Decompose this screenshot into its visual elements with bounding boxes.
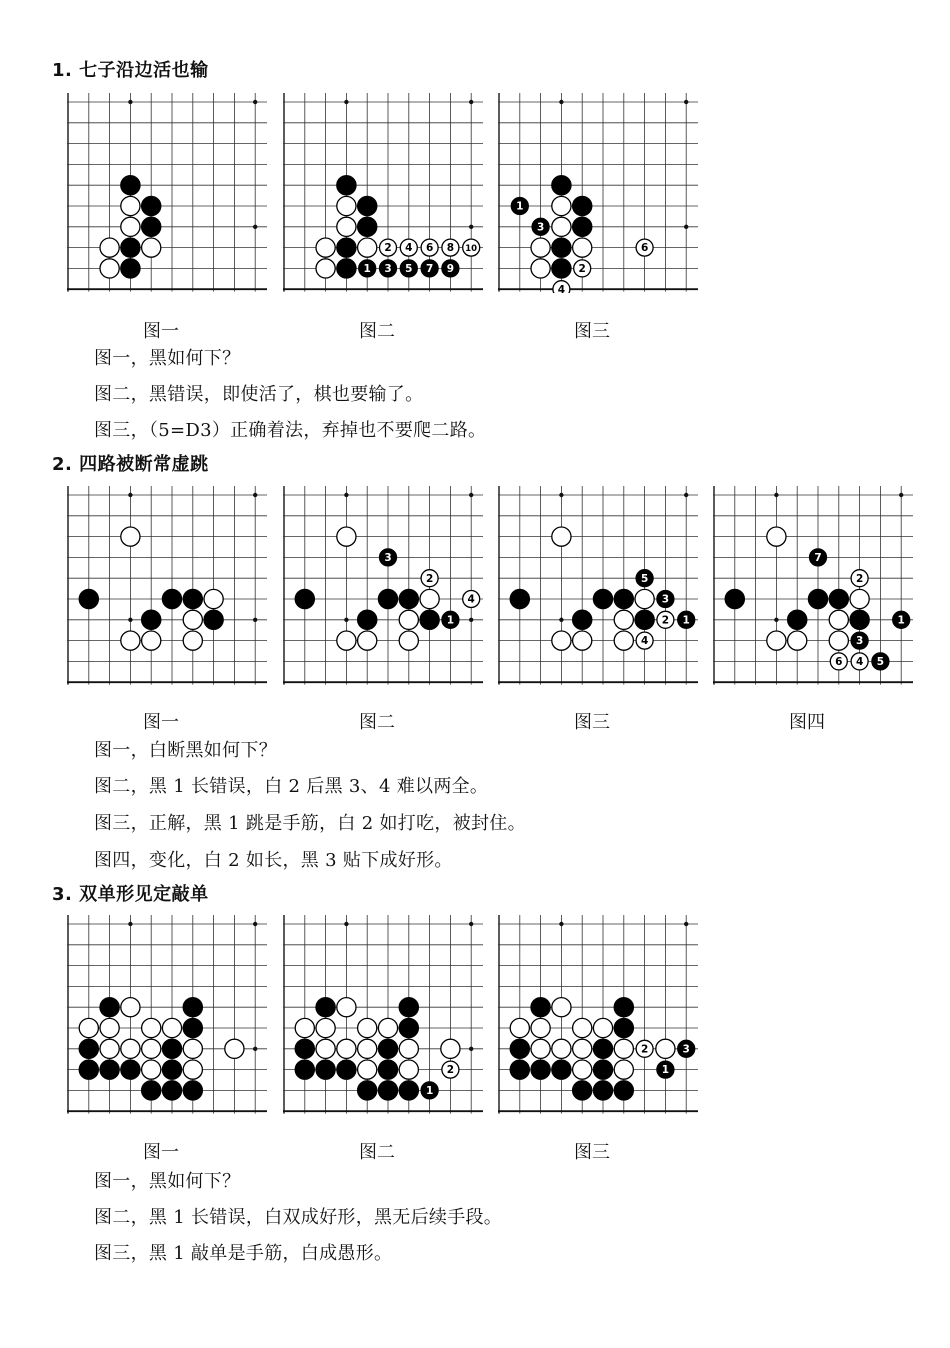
explanation-line: 图三，黑 1 敲单是手筋，白成愚形。 xyxy=(94,1243,393,1264)
move-number: 1 xyxy=(516,200,524,213)
explanation-line: 图一，黑如何下？ xyxy=(94,1171,241,1192)
go-board-diagram xyxy=(498,915,698,1115)
go-board-diagram xyxy=(498,486,698,686)
white-stone xyxy=(573,631,592,650)
white-stone xyxy=(142,1018,161,1037)
black-stone xyxy=(378,1060,397,1079)
figure-caption: 图二 xyxy=(359,712,395,733)
star-point xyxy=(469,618,473,622)
black-stone xyxy=(183,998,202,1017)
star-point xyxy=(344,922,348,926)
go-board-svg xyxy=(283,915,483,1115)
go-board-svg xyxy=(67,486,267,686)
white-stone xyxy=(463,591,480,608)
white-stone xyxy=(829,631,848,650)
figure-caption: 图一 xyxy=(143,1142,179,1163)
go-board-svg xyxy=(67,915,267,1115)
move-number: 3 xyxy=(536,221,545,234)
star-point xyxy=(128,922,132,926)
black-stone xyxy=(421,260,438,277)
black-stone xyxy=(510,1060,529,1079)
white-stone xyxy=(593,1018,612,1037)
white-stone xyxy=(100,238,119,257)
black-stone xyxy=(399,998,418,1017)
move-number: 7 xyxy=(425,263,434,275)
star-point xyxy=(559,618,563,622)
white-stone xyxy=(337,196,356,215)
star-point xyxy=(469,100,473,104)
white-stone xyxy=(441,1039,460,1058)
go-board-diagram xyxy=(283,486,483,686)
white-stone xyxy=(358,1060,377,1079)
black-stone xyxy=(162,1081,181,1100)
move-number: 2 xyxy=(446,1064,455,1077)
white-stone xyxy=(100,1018,119,1037)
star-point xyxy=(684,922,688,926)
black-stone xyxy=(337,259,356,278)
white-stone xyxy=(100,1039,119,1058)
white-stone xyxy=(614,1060,633,1079)
white-stone xyxy=(225,1039,244,1058)
explanation-line: 图一，黑如何下？ xyxy=(94,348,241,369)
white-stone xyxy=(316,1018,335,1037)
black-stone xyxy=(510,1039,529,1058)
figure-caption: 图二 xyxy=(359,321,395,342)
white-stone xyxy=(614,610,633,629)
white-stone xyxy=(121,1039,140,1058)
figure-caption: 图二 xyxy=(359,1142,395,1163)
white-stone xyxy=(510,1018,529,1037)
move-number: 2 xyxy=(661,614,670,627)
black-stone xyxy=(636,570,653,587)
black-stone xyxy=(358,1081,377,1100)
black-stone xyxy=(532,218,549,235)
white-stone xyxy=(573,1018,592,1037)
black-stone xyxy=(142,196,161,215)
white-stone xyxy=(636,239,653,256)
white-stone xyxy=(574,260,591,277)
white-stone xyxy=(337,217,356,236)
black-stone xyxy=(829,589,848,608)
white-stone xyxy=(358,1039,377,1058)
move-number: 2 xyxy=(855,572,864,585)
black-stone xyxy=(100,998,119,1017)
white-stone xyxy=(204,589,223,608)
star-point xyxy=(469,1047,473,1051)
white-stone xyxy=(142,1060,161,1079)
black-stone xyxy=(142,610,161,629)
black-stone xyxy=(573,1081,592,1100)
white-stone xyxy=(463,239,480,256)
black-stone xyxy=(573,196,592,215)
white-stone xyxy=(614,631,633,650)
white-stone xyxy=(531,259,550,278)
move-number: 6 xyxy=(835,656,843,668)
black-stone xyxy=(204,610,223,629)
white-stone xyxy=(121,998,140,1017)
black-stone xyxy=(593,1060,612,1079)
go-board-svg xyxy=(713,486,913,686)
white-stone xyxy=(420,589,439,608)
black-stone xyxy=(162,589,181,608)
black-stone xyxy=(316,998,335,1017)
black-stone xyxy=(893,611,910,628)
move-number: 3 xyxy=(384,552,392,564)
white-stone xyxy=(851,653,868,670)
star-point xyxy=(684,100,688,104)
white-stone xyxy=(553,281,570,293)
white-stone xyxy=(850,589,869,608)
explanation-line: 图二，黑错误，即使活了，棋也要输了。 xyxy=(94,384,424,405)
black-stone xyxy=(162,1039,181,1058)
white-stone xyxy=(552,527,571,546)
white-stone xyxy=(295,1018,314,1037)
black-stone xyxy=(635,610,654,629)
move-number: 1 xyxy=(446,614,455,627)
black-stone xyxy=(121,238,140,257)
go-board-svg xyxy=(498,93,698,293)
white-stone xyxy=(636,1040,653,1057)
white-stone xyxy=(614,1039,633,1058)
star-point xyxy=(253,618,257,622)
figure-caption: 图三 xyxy=(574,321,610,342)
move-number: 8 xyxy=(446,242,455,255)
white-stone xyxy=(337,527,356,546)
white-stone xyxy=(162,1018,181,1037)
white-stone xyxy=(121,631,140,650)
white-stone xyxy=(573,1039,592,1058)
star-point xyxy=(253,1047,257,1051)
star-point xyxy=(253,493,257,497)
move-number: 4 xyxy=(405,242,413,255)
white-stone xyxy=(79,1018,98,1037)
explanation-line: 图二，黑 1 长错误，白双成好形，黑无后续手段。 xyxy=(94,1207,503,1228)
black-stone xyxy=(808,589,827,608)
move-number: 5 xyxy=(876,656,885,668)
star-point xyxy=(344,618,348,622)
black-stone xyxy=(79,1060,98,1079)
white-stone xyxy=(142,1039,161,1058)
white-stone xyxy=(399,1039,418,1058)
white-stone xyxy=(788,631,807,650)
black-stone xyxy=(420,610,439,629)
black-stone xyxy=(850,610,869,629)
black-stone xyxy=(121,1060,140,1079)
white-stone xyxy=(573,238,592,257)
move-number: 7 xyxy=(814,552,822,564)
white-stone xyxy=(400,239,417,256)
star-point xyxy=(559,100,563,104)
white-stone xyxy=(531,1039,550,1058)
black-stone xyxy=(593,1081,612,1100)
white-stone xyxy=(121,217,140,236)
black-stone xyxy=(872,653,889,670)
white-stone xyxy=(358,238,377,257)
explanation-line: 图二，黑 1 长错误，白 2 后黑 3、4 难以两全。 xyxy=(94,776,489,797)
white-stone xyxy=(552,1039,571,1058)
white-stone xyxy=(183,610,202,629)
black-stone xyxy=(552,176,571,195)
white-stone xyxy=(183,631,202,650)
black-stone xyxy=(378,1039,397,1058)
star-point xyxy=(344,493,348,497)
black-stone xyxy=(142,1081,161,1100)
move-number: 1 xyxy=(425,1085,434,1097)
move-number: 2 xyxy=(384,242,392,255)
section-title: 2. 四路被断常虚跳 xyxy=(52,454,209,475)
go-board-svg xyxy=(283,93,483,293)
white-stone xyxy=(121,527,140,546)
black-stone xyxy=(183,589,202,608)
white-stone xyxy=(573,1060,592,1079)
move-number: 10 xyxy=(465,244,478,255)
figure-caption: 图三 xyxy=(574,1142,610,1163)
white-stone xyxy=(635,589,654,608)
black-stone xyxy=(162,1060,181,1079)
move-number: 2 xyxy=(425,572,434,585)
white-stone xyxy=(531,238,550,257)
white-stone xyxy=(358,631,377,650)
white-stone xyxy=(421,570,438,587)
black-stone xyxy=(337,238,356,257)
black-stone xyxy=(358,217,377,236)
white-stone xyxy=(442,239,459,256)
star-point xyxy=(253,922,257,926)
black-stone xyxy=(678,611,695,628)
black-stone xyxy=(593,589,612,608)
black-stone xyxy=(614,589,633,608)
white-stone xyxy=(399,631,418,650)
white-stone xyxy=(316,238,335,257)
move-number: 1 xyxy=(661,1064,670,1077)
black-stone xyxy=(378,589,397,608)
star-point xyxy=(684,225,688,229)
explanation-line: 图三，（5=D3）正确着法，弃掉也不要爬二路。 xyxy=(94,420,487,441)
black-stone xyxy=(442,260,459,277)
black-stone xyxy=(295,589,314,608)
black-stone xyxy=(442,611,459,628)
black-stone xyxy=(510,589,529,608)
star-point xyxy=(684,493,688,497)
black-stone xyxy=(358,196,377,215)
move-number: 5 xyxy=(405,263,413,275)
white-stone xyxy=(337,998,356,1017)
black-stone xyxy=(183,1081,202,1100)
star-point xyxy=(469,225,473,229)
black-stone xyxy=(657,1061,674,1078)
black-stone xyxy=(511,198,528,215)
black-stone xyxy=(79,589,98,608)
go-board-diagram xyxy=(67,486,267,686)
explanation-line: 图四，变化，白 2 如长，黑 3 贴下成好形。 xyxy=(94,850,453,871)
star-point xyxy=(253,225,257,229)
white-stone xyxy=(552,217,571,236)
go-board-diagram xyxy=(283,93,483,293)
move-number: 9 xyxy=(446,263,455,275)
go-board-svg xyxy=(67,93,267,293)
figure-caption: 图三 xyxy=(574,712,610,733)
white-stone xyxy=(316,259,335,278)
star-point xyxy=(128,493,132,497)
star-point xyxy=(559,493,563,497)
star-point xyxy=(559,922,563,926)
black-stone xyxy=(573,610,592,629)
white-stone xyxy=(358,1018,377,1037)
star-point xyxy=(344,100,348,104)
go-board-diagram xyxy=(713,486,913,686)
black-stone xyxy=(380,549,397,566)
star-point xyxy=(253,100,257,104)
white-stone xyxy=(337,631,356,650)
black-stone xyxy=(788,610,807,629)
black-stone xyxy=(552,259,571,278)
white-stone xyxy=(100,259,119,278)
black-stone xyxy=(614,1018,633,1037)
move-number: 2 xyxy=(578,263,586,275)
white-stone xyxy=(183,1039,202,1058)
black-stone xyxy=(380,260,397,277)
star-point xyxy=(469,493,473,497)
black-stone xyxy=(359,260,376,277)
white-stone xyxy=(121,196,140,215)
move-number: 3 xyxy=(661,593,670,606)
black-stone xyxy=(378,1081,397,1100)
white-stone xyxy=(442,1061,459,1078)
black-stone xyxy=(399,589,418,608)
white-stone xyxy=(767,631,786,650)
black-stone xyxy=(552,238,571,257)
black-stone xyxy=(183,1018,202,1037)
section-title: 3. 双单形见定敲单 xyxy=(52,884,209,905)
white-stone xyxy=(142,238,161,257)
white-stone xyxy=(378,1018,397,1037)
go-board-svg xyxy=(283,486,483,686)
black-stone xyxy=(552,1060,571,1079)
black-stone xyxy=(531,1060,550,1079)
black-stone xyxy=(316,1060,335,1079)
move-number: 1 xyxy=(897,614,905,627)
black-stone xyxy=(810,549,827,566)
white-stone xyxy=(399,610,418,629)
move-number: 3 xyxy=(682,1043,690,1056)
white-stone xyxy=(829,610,848,629)
go-board-diagram xyxy=(67,915,267,1115)
star-point xyxy=(469,922,473,926)
move-number: 4 xyxy=(640,635,649,648)
black-stone xyxy=(295,1039,314,1058)
figure-caption: 图四 xyxy=(789,712,825,733)
black-stone xyxy=(593,1039,612,1058)
move-number: 6 xyxy=(425,242,434,255)
black-stone xyxy=(657,591,674,608)
black-stone xyxy=(531,998,550,1017)
explanation-line: 图一，白断黑如何下？ xyxy=(94,740,277,761)
black-stone xyxy=(121,259,140,278)
white-stone xyxy=(421,239,438,256)
go-board-diagram xyxy=(283,915,483,1115)
black-stone xyxy=(100,1060,119,1079)
white-stone xyxy=(656,1039,675,1058)
black-stone xyxy=(851,632,868,649)
black-stone xyxy=(337,176,356,195)
black-stone xyxy=(400,260,417,277)
move-number: 4 xyxy=(467,593,475,606)
black-stone xyxy=(399,1018,418,1037)
star-point xyxy=(128,100,132,104)
black-stone xyxy=(421,1082,438,1099)
white-stone xyxy=(380,239,397,256)
star-point xyxy=(899,493,903,497)
explanation-line: 图三，正解，黑 1 跳是手筋，白 2 如打吃，被封住。 xyxy=(94,813,526,834)
white-stone xyxy=(552,631,571,650)
white-stone xyxy=(552,998,571,1017)
move-number: 1 xyxy=(682,614,690,627)
white-stone xyxy=(851,570,868,587)
black-stone xyxy=(678,1040,695,1057)
black-stone xyxy=(358,610,377,629)
move-number: 4 xyxy=(557,283,566,293)
star-point xyxy=(128,618,132,622)
black-stone xyxy=(725,589,744,608)
black-stone xyxy=(79,1039,98,1058)
move-number: 2 xyxy=(640,1043,649,1056)
star-point xyxy=(774,493,778,497)
move-number: 3 xyxy=(384,263,392,275)
move-number: 5 xyxy=(640,572,649,585)
move-number: 3 xyxy=(855,635,864,648)
black-stone xyxy=(142,217,161,236)
figure-caption: 图一 xyxy=(143,712,179,733)
white-stone xyxy=(337,1039,356,1058)
white-stone xyxy=(531,1018,550,1037)
black-stone xyxy=(573,217,592,236)
black-stone xyxy=(399,1081,418,1100)
go-board-diagram xyxy=(67,93,267,293)
white-stone xyxy=(830,653,847,670)
black-stone xyxy=(337,1060,356,1079)
move-number: 6 xyxy=(640,242,649,255)
figure-caption: 图一 xyxy=(143,321,179,342)
black-stone xyxy=(295,1060,314,1079)
white-stone xyxy=(657,611,674,628)
white-stone xyxy=(183,1060,202,1079)
move-number: 1 xyxy=(363,263,371,275)
white-stone xyxy=(552,196,571,215)
go-board-svg xyxy=(498,915,698,1115)
star-point xyxy=(774,618,778,622)
black-stone xyxy=(614,998,633,1017)
black-stone xyxy=(121,176,140,195)
go-board-diagram xyxy=(498,93,698,293)
move-number: 4 xyxy=(855,656,864,668)
black-stone xyxy=(614,1081,633,1100)
white-stone xyxy=(636,632,653,649)
go-board-svg xyxy=(498,486,698,686)
white-stone xyxy=(316,1039,335,1058)
white-stone xyxy=(767,527,786,546)
white-stone xyxy=(142,631,161,650)
section-title: 1. 七子沿边活也输 xyxy=(52,60,209,81)
white-stone xyxy=(399,1060,418,1079)
